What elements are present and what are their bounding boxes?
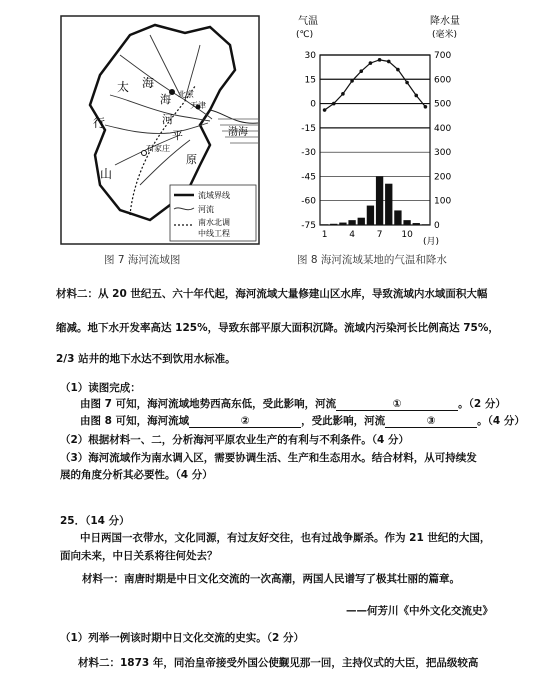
precip-bar [321, 224, 328, 225]
question1b-score: 。（4 分） [477, 415, 525, 427]
temp-tick-label: 15 [304, 75, 316, 86]
precip-bar [413, 223, 420, 225]
answer-blank-2 [189, 415, 301, 428]
precip-bar [385, 184, 392, 225]
intro-line2: 面向未来，中日关系将往何处去？ [60, 550, 218, 562]
temp-tick-label: 30 [304, 51, 316, 61]
precip-tick-label: 600 [434, 75, 452, 86]
temperature-point [405, 81, 409, 85]
intro-line1: 中日两国一衣带水，文化同源，有过友好交往，也有过战争厮杀。作为 21 世纪的大国， [80, 532, 491, 544]
figure7-caption: 图 7 海河流域图 [104, 254, 181, 266]
temp-tick-label: -75 [301, 221, 316, 231]
answer-blank-3 [385, 415, 477, 428]
question1b-text: 由图 8 可知，海河流域 [80, 415, 190, 427]
question1b [80, 413, 525, 428]
precip-tick-label: 200 [434, 172, 452, 183]
legend-boundary: 流域界线 [198, 191, 230, 200]
temperature-point [424, 105, 428, 109]
precip-tick-label: 500 [434, 99, 452, 110]
temp-tick-label: -60 [301, 196, 316, 207]
legend-diversion-1: 南水北调 [198, 218, 230, 227]
question1b-mid: ，受此影响，河流 [301, 415, 386, 427]
precip-bar [348, 220, 355, 225]
temperature-point [350, 79, 354, 83]
question3-line2: 展的角度分析其必要性。（4 分） [60, 469, 213, 481]
haihe-basin-map [60, 15, 260, 245]
month-tick-label: 7 [376, 230, 383, 240]
temp-tick-label: 0 [310, 99, 316, 110]
material2-line1: 材料二：从 20 世纪五、六十年代起，海河流域大量修建山区水库，导致流域内水域面积大幅 [56, 288, 488, 300]
precip-bar [339, 223, 346, 225]
precip-bar [403, 220, 410, 225]
blank-number-2: ② [240, 415, 250, 427]
temp-tick-label: -45 [301, 172, 316, 183]
precip-tick-label: 400 [434, 123, 452, 134]
precip-bar [394, 210, 401, 225]
climate-chart [280, 10, 480, 250]
temperature-point [323, 108, 327, 112]
map-label-hai: 海 [142, 76, 155, 90]
blank-number-3: ③ [426, 415, 436, 427]
precip-tick-label: 700 [434, 51, 452, 61]
blank-number-1: ① [392, 398, 402, 410]
precip-bar [376, 176, 383, 225]
question25-header: 25．（14 分） [60, 515, 130, 527]
question1a-text: 由图 7 可知，海河流域地势西高东低，受此影响，河流 [80, 398, 337, 410]
material1: 材料一：南唐时期是中日文化交流的一次高潮，两国人民谱写了极其壮丽的篇章。 [82, 573, 460, 585]
map-label-yuan: 原 [186, 153, 197, 166]
temperature-point [341, 92, 345, 96]
legend-diversion-2: 中线工程 [198, 229, 230, 238]
precip-bar [367, 206, 374, 225]
precip-tick-label: 300 [434, 148, 452, 159]
temp-tick-label: -30 [301, 148, 316, 159]
precip-bar [330, 224, 337, 225]
month-tick-label: 1 [321, 230, 328, 240]
temperature-point [359, 69, 363, 73]
precip-axis-unit: (毫米) [432, 30, 458, 40]
precip-tick-label: 100 [434, 196, 452, 207]
map-label-bohai: 渤海 [228, 127, 248, 138]
temp-axis-title: 气温 [298, 16, 318, 27]
temperature-point [378, 58, 382, 62]
legend-river: 河流 [198, 205, 214, 214]
question3-line1: （3）海河流域作为南水调入区，需要协调生活、生产和生态用水。结合材料，从可持续发 [60, 452, 477, 464]
question1a [80, 396, 506, 411]
month-unit: (月) [423, 237, 440, 247]
material2-line3: 2/3 站井的地下水达不到饮用水标准。 [56, 353, 236, 365]
question25-1: （1）列举一例该时期中日文化交流的史实。（2 分） [60, 632, 305, 644]
map-label-shan: 山 [100, 167, 113, 181]
temperature-point [387, 60, 391, 64]
precip-axis-title: 降水量 [430, 16, 460, 27]
material2-history: 材料二：1873 年，同治皇帝接受外国公使觐见那一回，主持仪式的大臣，把品级较高 [78, 657, 479, 669]
map-label-hang: 行 [93, 116, 106, 130]
temperature-point [332, 102, 336, 106]
question1-header: （1）读图完成： [60, 382, 141, 394]
precip-bar [422, 224, 429, 225]
question1a-score: 。（2 分） [458, 398, 506, 410]
material1-source: ——何芳川《中外文化交流史》 [346, 605, 493, 617]
map-label-tai: 太 [117, 80, 130, 94]
answer-blank-1 [336, 398, 458, 411]
map-label-shijiazhuang: 石家庄 [146, 144, 170, 153]
temp-axis-unit: (℃) [296, 30, 314, 40]
map-label-ping: 平 [172, 129, 183, 142]
temperature-point [369, 61, 373, 65]
map-label-hai-river: 海 [160, 93, 171, 106]
temperature-point [414, 94, 418, 98]
temperature-line [325, 60, 426, 110]
map-label-beijing: 北京 [178, 90, 194, 99]
question2: （2）根据材料一、二，分析海河平原农业生产的有利与不利条件。（4 分） [60, 434, 410, 446]
chart-plot-frame [320, 55, 430, 225]
figure8-caption: 图 8 海河流域某地的气温和降水 [297, 254, 447, 266]
map-label-he: 河 [162, 113, 173, 126]
precip-tick-label: 0 [434, 221, 440, 231]
map-label-tianjin: 天津 [190, 101, 206, 110]
temperature-point [396, 68, 400, 72]
precip-bar [358, 218, 365, 225]
month-tick-label: 10 [401, 230, 413, 240]
material2-line2: 缩减。地下水开发率高达 125%，导致东部平原大面积沉降。流域内污染河长比例高达 75%， [56, 322, 499, 334]
temp-tick-label: -15 [301, 123, 316, 134]
month-tick-label: 4 [349, 230, 355, 240]
